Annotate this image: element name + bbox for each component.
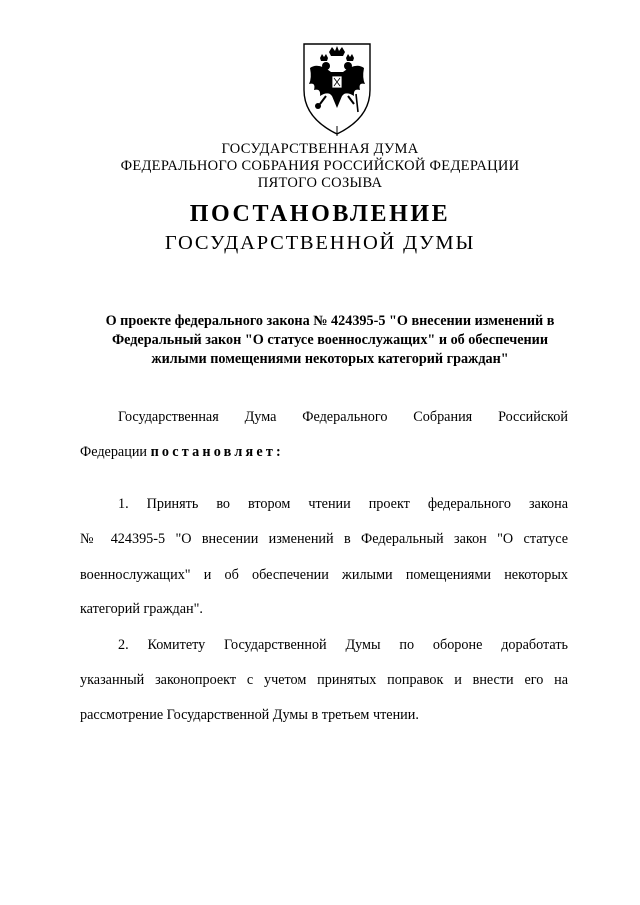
- item-1-line: № 424395-5 "О внесении изменений в Федеральный закон "О статусе: [80, 531, 568, 547]
- preamble-line: Государственная Дума Федерального Собрания Российской: [118, 409, 568, 425]
- subject-line: О проекте федерального закона № 424395-5 "О внесении изменений в: [105, 313, 555, 329]
- subject-line: Федеральный закон "О статусе военнослужащих" и об обеспечении: [111, 332, 549, 348]
- resolution-subject: [80, 312, 580, 369]
- resolves-keyword: постановляет:: [150, 444, 284, 460]
- header-line-federal-assembly: ФЕДЕРАЛЬНОГО СОБРАНИЯ РОССИЙСКОЙ ФЕДЕРАЦИИ: [120, 158, 520, 174]
- item-1-line: категорий граждан".: [80, 601, 203, 617]
- document-title: ПОСТАНОВЛЕНИЕ: [189, 201, 451, 227]
- item-2-line: указанный законопроект с учетом принятых поправок и внести его на: [80, 672, 568, 688]
- preamble-line: [80, 444, 568, 461]
- document-subtitle: ГОСУДАРСТВЕННОЙ ДУМЫ: [164, 232, 476, 254]
- item-1-line: 1. Принять во втором чтении проект федерального закона: [118, 496, 568, 512]
- item-2-line: рассмотрение Государственной Думы в третьем чтении.: [80, 707, 419, 723]
- preamble-prefix: Федерации: [80, 444, 151, 460]
- header-line-state-duma: ГОСУДАРСТВЕННАЯ ДУМА: [221, 141, 419, 157]
- item-1-line: военнослужащих" и об обеспечении жилыми помещениями некоторых: [80, 567, 568, 583]
- subject-line: жилыми помещениями некоторых категорий граждан": [151, 351, 509, 367]
- item-2-line: 2. Комитету Государственной Думы по обороне доработать: [118, 637, 568, 653]
- coat-of-arms-emblem: [296, 38, 378, 138]
- header-line-convocation: ПЯТОГО СОЗЫВА: [257, 175, 383, 191]
